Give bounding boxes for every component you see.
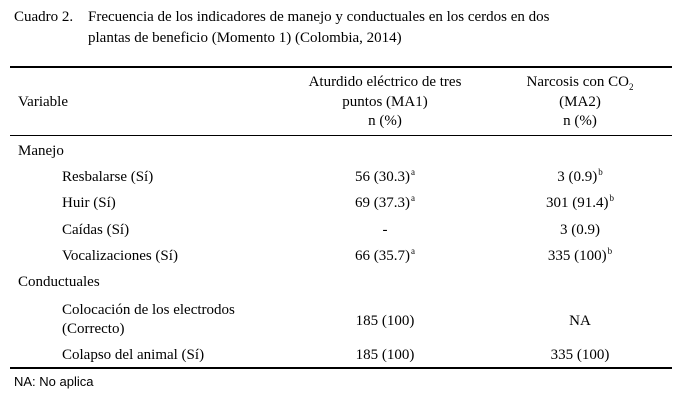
caption-line2: plantas de beneficio (Momento 1) (Colombia, 2014) [88,30,402,46]
header-ma2-line1: Narcosis con $CO_2$ [526,74,634,92]
bottom-rule [10,367,672,369]
header-ma1-line1: Aturdido eléctrico de tres [308,74,462,90]
row-label: Huir (Sí) [62,195,116,211]
row-label: Caídas (Sí) [62,222,130,238]
row-ma2-value: 335 (100) [550,347,610,363]
row-ma2-value: 3 $(0.9)^b$ [557,167,603,185]
header-ma1-line3: n (%) [368,113,402,129]
row-label: Colapso del animal (Sí) [62,347,205,363]
row-ma1-value: 185 (100) [355,347,415,363]
header-ma2-line2: (MA2) [559,94,601,110]
row-ma2-value: 335 $(100)^b$ [547,246,613,264]
header-ma1-line2: puntos (MA1) [342,94,428,110]
caption-line1: Frecuencia de los indicadores de manejo y conductuales en los cerdos en dos [88,9,550,25]
row-ma2-value: 301 $(91.4)^b$ [546,193,614,211]
header-variable: Variable [18,94,68,110]
row-label-line1: Colocación de los electrodos [62,302,235,318]
row-ma1-value: 185 (100) [355,313,415,329]
table-caption [14,7,674,49]
row-ma1-value: 56 $(30.3)^a$ [355,167,415,185]
section-manejo: Manejo [18,143,64,159]
header-rule [10,135,672,136]
caption-number: Cuadro 2. [14,9,74,25]
row-ma1-value: 69 $(37.3)^a$ [355,193,415,211]
row-label: Resbalarse (Sí) [62,169,154,185]
row-ma2-value: 3 (0.9) [560,222,600,238]
section-conductuales: Conductuales [18,274,100,290]
row-ma1-value: - [382,222,388,238]
header-ma2-line3: n (%) [563,113,597,129]
top-rule [10,66,672,68]
row-label: Vocalizaciones (Sí) [62,248,178,264]
table-footnote: NA: No aplica [14,374,94,389]
row-ma2-value: NA [569,313,591,329]
row-label-line2: (Correcto) [62,321,125,337]
row-ma1-value: 66 $(35.7)^a$ [355,246,415,264]
